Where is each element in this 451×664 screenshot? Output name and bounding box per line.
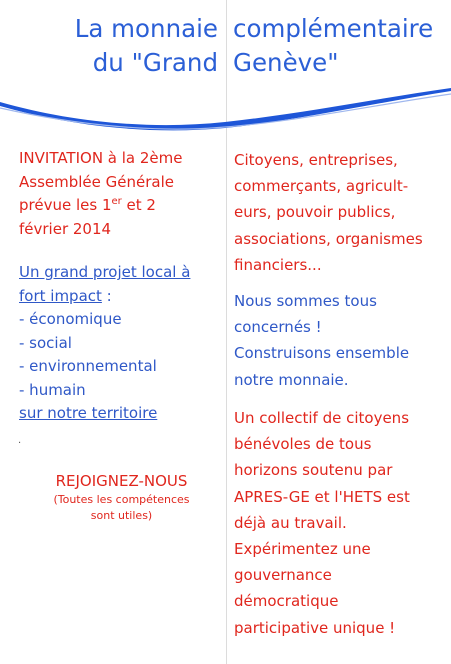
collective-line: horizons soutenu par — [234, 461, 393, 480]
audience-line: Citoyens, entreprises, — [234, 151, 398, 169]
invitation-block — [19, 147, 224, 241]
project-heading-underlined: fort impact — [19, 286, 102, 305]
project-heading-line-2 — [19, 285, 224, 309]
title-line-2-right: Genève" — [233, 48, 339, 77]
audience-line: commerçants, agricult- — [234, 177, 409, 196]
title-line-2-left: du "Grand — [92, 48, 218, 77]
collective-block — [234, 405, 448, 641]
audience-line: eurs, pouvoir publics, — [234, 203, 396, 222]
project-item: - environnemental — [19, 357, 157, 375]
concerned-line: Nous sommes tous — [234, 292, 377, 310]
join-block — [19, 470, 224, 524]
invitation-line-3-pre: prévue les 1 — [19, 196, 112, 214]
invitation-line-2: Assemblée Générale — [19, 172, 174, 191]
collective-line: participative unique ! — [234, 618, 396, 637]
project-item: - économique — [19, 310, 122, 328]
invitation-line-4: février 2014 — [19, 219, 112, 238]
join-title: REJOIGNEZ-NOUS — [55, 472, 188, 490]
collective-line: Expérimentez une — [234, 540, 371, 559]
stray-dot: . — [18, 435, 22, 446]
collective-line: Un collectif de citoyens — [234, 409, 410, 427]
title-line-2 — [0, 48, 451, 78]
invitation-line-3-post: et 2 — [121, 196, 156, 214]
audience-line: financiers... — [234, 255, 322, 274]
collective-line: gouvernance — [234, 566, 332, 585]
invitation-superscript: er — [111, 196, 122, 207]
collective-line: bénévoles de tous — [234, 435, 372, 454]
wave-decoration — [0, 78, 451, 133]
audience-block — [234, 147, 448, 278]
concerned-block — [234, 288, 448, 393]
join-note-line-2: sont utiles) — [90, 509, 153, 522]
concerned-line: concernés ! — [234, 318, 322, 337]
project-block — [19, 261, 224, 426]
project-item: - social — [19, 333, 72, 352]
project-footer: sur notre territoire — [19, 404, 158, 422]
title-line-1-right: complémentaire — [233, 14, 434, 43]
collective-line: déjà au travail. — [234, 513, 347, 532]
join-note-line-1: (Toutes les compétences — [53, 493, 190, 506]
audience-line: associations, organismes — [234, 229, 423, 248]
collective-line: APRES-GE et l'HETS est — [234, 487, 410, 506]
project-heading-line-1: Un grand projet local à — [19, 263, 191, 281]
project-heading-suffix: : — [101, 286, 112, 305]
project-item: - humain — [19, 380, 86, 399]
collective-line: démocratique — [234, 592, 339, 611]
concerned-line: notre monnaie. — [234, 370, 349, 389]
invitation-line-1: INVITATION à la 2ème — [19, 149, 183, 167]
concerned-line: Construisons ensemble — [234, 344, 410, 363]
title-line-1 — [0, 14, 451, 44]
title-line-1-left: La monnaie — [74, 14, 218, 43]
invitation-line-3 — [19, 194, 224, 218]
